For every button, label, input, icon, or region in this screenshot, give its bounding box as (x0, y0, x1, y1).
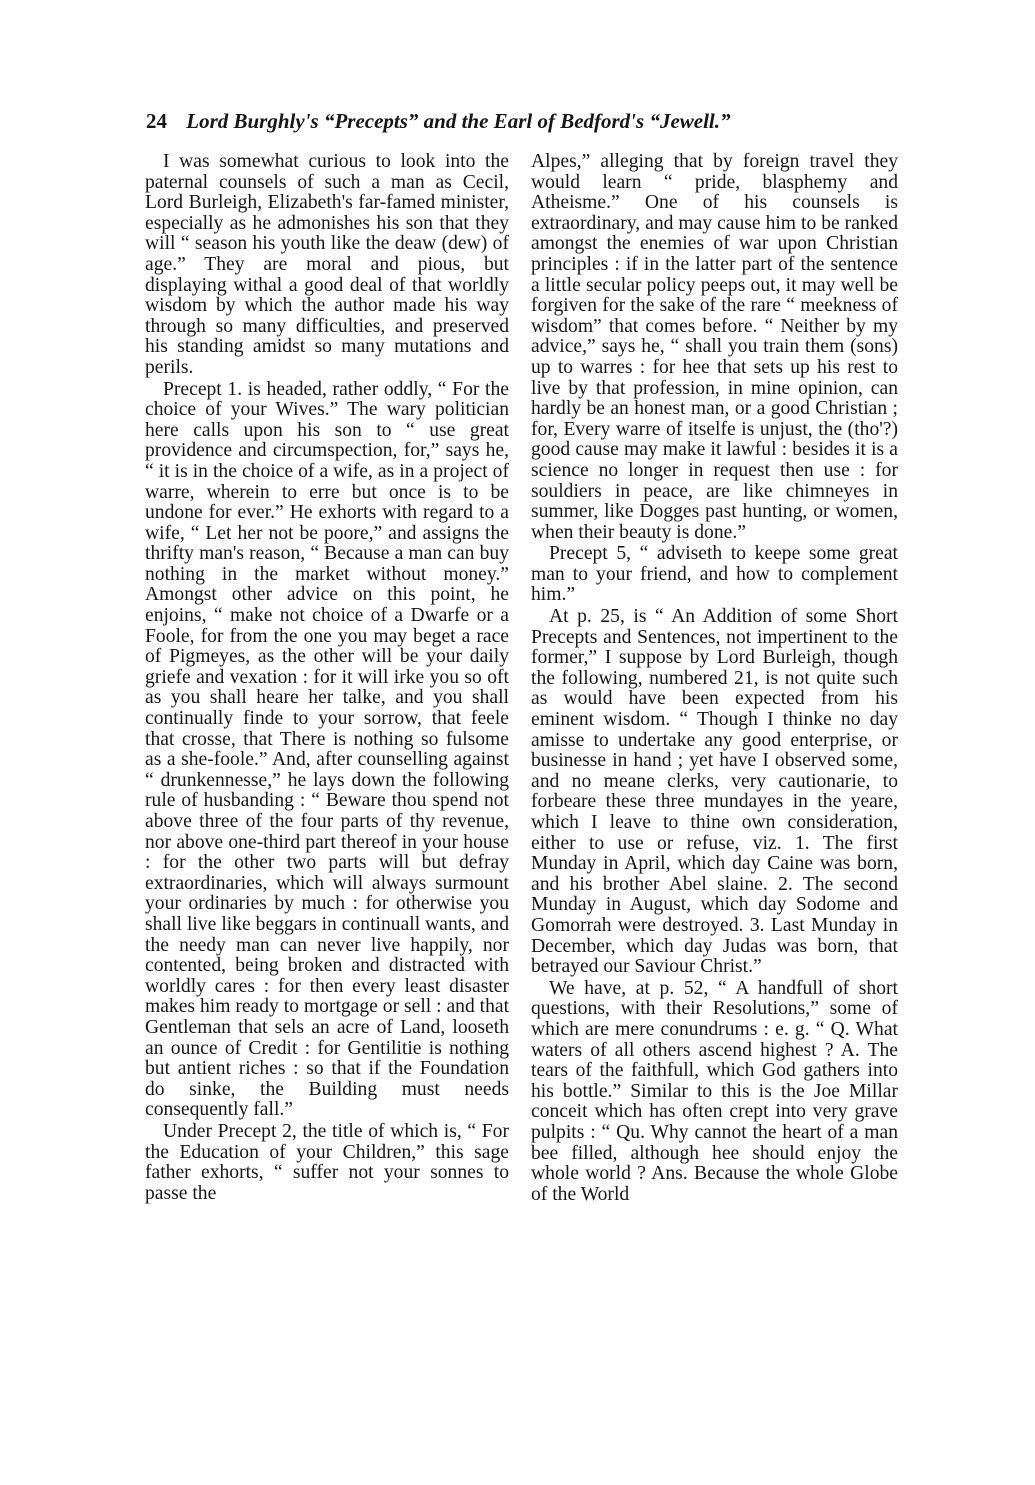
paragraph: I was somewhat curious to look into the paternal counsels of such a man as Cecil, Lord Burleigh, Elizabeth's far-famed minister, especially as he admonishes his son that they will “ season his youth like the deaw (dew) of age.” They are moral and pious, but displaying withal a good deal of that worldly wisdom by which the author made his way through so many difficulties, and preserved his standing amidst so many mutations and perils. (145, 151, 509, 378)
running-title: Lord Burghly's “Precepts” and the Earl of Bedford's “Jewell.” (186, 109, 731, 133)
page-number: 24 (146, 109, 167, 133)
paragraph: Precept 1. is headed, rather oddly, “ For the choice of your Wives.” The wary politician here calls upon his son to “ use great providence and circumspection, for,” says he, “ it is in the choice of a wife, as in a project of warre, wherein to erre but once is to be undone for ever.” He exhorts with regard to a wife, “ Let her not be poore,” and assigns the thrifty man's reason, “ Because a man can buy nothing in the market without money.” Amongst other advice on this point, he enjoins, “ make not choice of a Dwarfe or a Foole, for from the one you may beget a race of Pigmeyes, as the other will be your daily griefe and vexation : for it will irke you so oft as you shall heare her talke, and you shall continually finde to your sorrow, that feele that crosse, that There is nothing so fulsome as a she-foole.” And, after counselling against “ drunkennesse,” he lays down the following rule of husbanding : “ Beware thou spend not above three of the four parts of thy revenue, nor above one-third part thereof in your house : for the other two parts will but defray extraordinaries, which will always surmount your ordinaries by much : for otherwise you shall live like beggars in continuall wants, and the needy man can never live happily, nor contented, being broken and distracted with worldly cares : for then every least disaster makes him ready to mortgage or sell : and that Gentleman that sels an acre of Land, looseth an ounce of Credit : for Gentilitie is nothing but antient riches : so that if the Foundation do sinke, the Building must needs consequently fall.” (145, 378, 510, 1121)
left-column (145, 152, 509, 1204)
paragraph: Under Precept 2, the title of which is, “ For the Education of your Children,” this sage father exhorts, “ suffer not your sonnes to passe the (145, 1120, 509, 1204)
running-header (146, 108, 886, 134)
right-column (531, 152, 898, 1205)
paragraph: At p. 25, is “ An Addition of some Short Precepts and Sentences, not impertinent to the former,” I suppose by Lord Burleigh, though the following, numbered 21, is not quite such as would have been expected from his eminent wisdom. “ Though I thinke no day amisse to undertake any good enterprise, or businesse in hand ; yet have I observed some, and no meane clerks, very cautionarie, to forbeare these three mundayes in the yeare, which I leave to thine own consideration, either to use or refuse, viz. 1. The first Munday in April, which day Caine was born, and his brother Abel slaine. 2. The second Munday in August, which day Sodome and Gomorrah were destroyed. 3. Last Munday in December, which day Judas was born, that betrayed our Saviour Christ.” (531, 606, 898, 978)
paragraph: Precept 5, “ adviseth to keepe some great man to your friend, and how to complement him.” (531, 543, 898, 606)
paragraph: We have, at p. 52, “ A handfull of short questions, with their Resolutions,” some of which are mere conundrums : e. g. “ Q. What waters of all others ascend highest ? A. The tears of the faithfull, which God gathers into his bottle.” Similar to this is the Joe Millar conceit which has often crept into very grave pulpits : “ Qu. Why cannot the heart of a man bee filled, although hee should enjoy the whole world ? Ans. Because the whole Globe of the World (531, 977, 898, 1205)
paragraph: Alpes,” alleging that by foreign travel they would learn “ pride, blasphemy and Atheisme.” One of his counsels is extraordinary, and may cause him to be ranked amongst the enemies of war upon Christian principles : if in the latter part of the sentence a little secular policy peeps out, it may well be forgiven for the sake of the rare “ meekness of wisdom” that comes before. “ Neither by my advice,” says he, “ shall you train them (sons) up to warres : for hee that sets up his rest to live by that profession, in mine opinion, can hardly be an honest man, or a good Christian ; for, Every warre of itselfe is unjust, the (tho'?) good cause may make it lawful : besides it is a science no longer in request then use : for souldiers in peace, are like chimneyes in summer, like Dogges past hunting, or women, when their beauty is done.” (531, 151, 898, 543)
